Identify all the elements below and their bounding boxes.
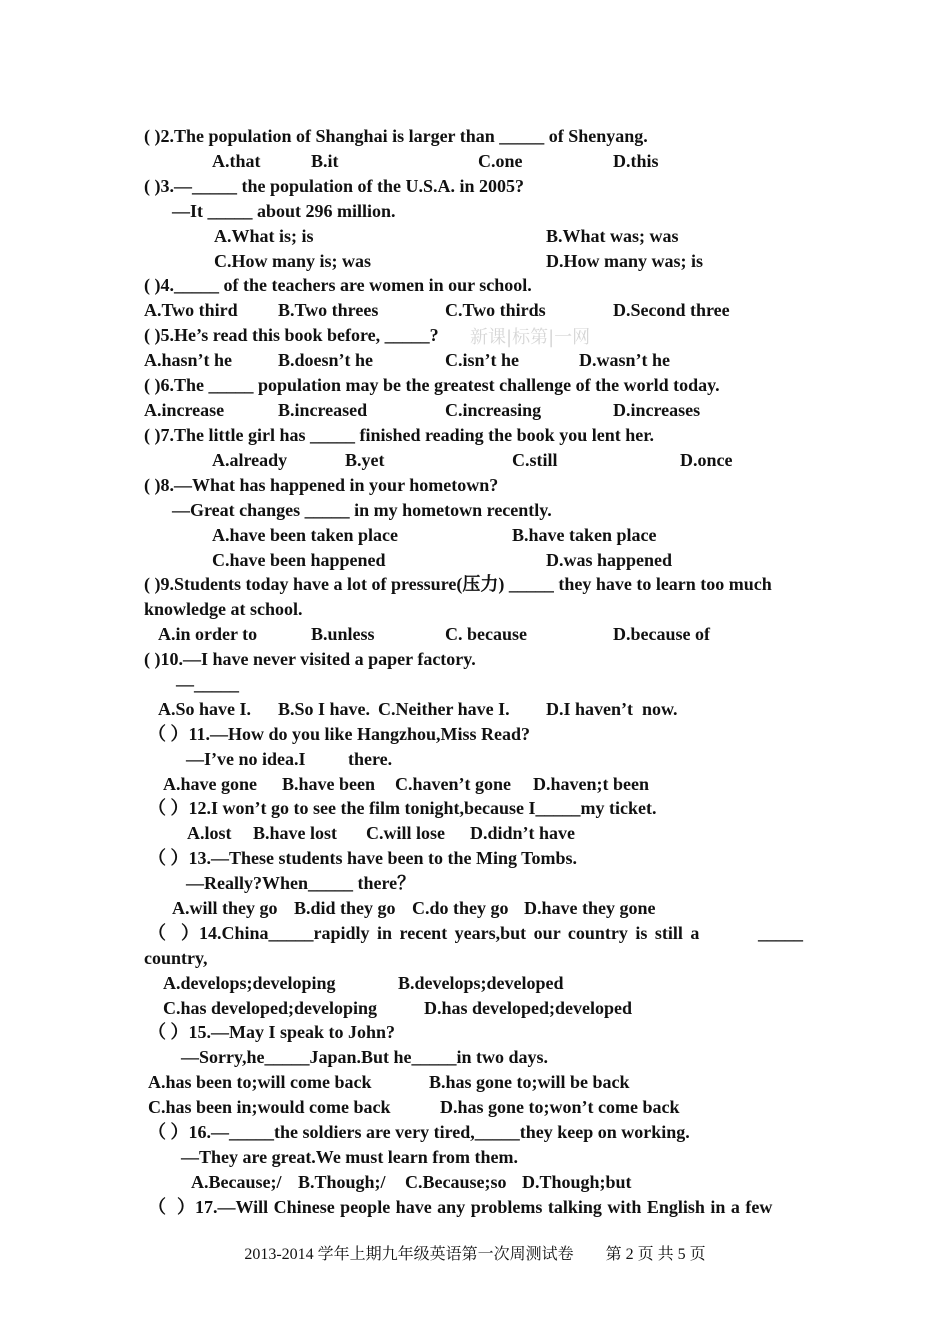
option-d: D.haven;t been [533,774,649,794]
option-c: C.How many is; was [214,251,372,271]
option-a: A.So have I. [158,699,252,719]
options-row [0,149,950,174]
question-stem: （ ）15.—May I speak to John? [148,1022,396,1042]
question-9 [0,572,950,597]
options-row [0,1170,950,1195]
question-stem-continued [0,597,950,622]
option-d: D.was happened [546,550,673,570]
option-c: C.do they go [412,898,509,918]
option-d: D.Second three [613,300,730,320]
question-15 [0,1020,950,1045]
option-d: D.Though;but [522,1172,632,1192]
option-a: A.in order to [158,624,258,644]
question-7 [0,423,950,448]
option-d: D.because of [613,624,710,644]
option-b: B.What was; was [546,226,679,246]
question-13 [0,846,950,871]
question-stem: ( )5.He’s read this book before, _____? [144,325,439,345]
option-a: A.that [212,151,261,171]
options-row [0,1095,950,1120]
option-c: C.still [512,450,558,470]
option-a: A.has been to;will come back [148,1072,372,1092]
option-b: B.increased [278,400,368,420]
question-stem: （ ）16.—_____the soldiers are very tired,_____they keep on working. [148,1122,690,1142]
option-d: D.didn’t have [470,823,576,843]
option-c: C.will lose [366,823,445,843]
option-b: B.unless [311,624,375,644]
dialogue-reply: —They are great.We must learn from them. [181,1147,518,1167]
question-stem: （ ）11.—How do you like Hangzhou,Miss Read? [148,724,531,744]
options-row [0,548,950,573]
watermark: 新课|标第|一网 [470,327,591,348]
dialogue-line [0,871,950,896]
question-6 [0,373,950,398]
option-d: D.has developed;developed [424,998,633,1018]
options-row [0,996,950,1021]
question-stem: （ ）14.China_____rapidly in recent years,but our country is still a [148,923,700,943]
option-d: D.increases [613,400,701,420]
option-d: D.this [613,151,659,171]
option-a: A.develops;developing [163,973,336,993]
options-row [0,821,950,846]
question-3 [0,174,950,199]
option-b: B.develops;developed [398,973,564,993]
options-row [0,249,950,274]
option-a: A.have gone [163,774,257,794]
question-14 [0,921,950,946]
option-b: B.Two threes [278,300,379,320]
question-4 [0,273,950,298]
option-c: C.Neither have I. [378,699,510,719]
question-stem: （ ）13.—These students have been to the Ming Tombs. [148,848,578,868]
page-footer [0,1241,950,1264]
options-row [0,348,950,373]
options-row [0,298,950,323]
options-row [0,697,950,722]
options-row [0,523,950,548]
question-stem-wrap: knowledge at school. [144,599,303,619]
dialogue-line [0,1145,950,1170]
option-c: C.has been in;would come back [148,1097,391,1117]
option-b: B.Though;/ [298,1172,386,1192]
question-2 [0,124,950,149]
options-row [0,224,950,249]
dialogue-reply: —It _____ about 296 million. [172,201,396,221]
option-c: C.Because;so [405,1172,507,1192]
question-stem: （ ）12.I won’t go to see the film tonight,because I_____my ticket. [148,798,657,818]
option-a: A.have been taken place [212,525,398,545]
dialogue-line [0,747,950,772]
question-stem: ( )3.—_____ the population of the U.S.A. in 2005? [144,176,525,196]
option-c: C.has developed;developing [163,998,378,1018]
options-row [0,772,950,797]
question-stem: ( )6.The _____ population may be the greatest challenge of the world today. [144,375,720,395]
option-c: C. because [445,624,527,644]
question-stem: ( )9.Students today have a lot of pressure(压力) _____ they have to learn too much [144,574,772,594]
option-d: D.How many was; is [546,251,704,271]
option-b: B.doesn’t he [278,350,374,370]
option-b: B.did they go [294,898,396,918]
option-b: B.yet [345,450,385,470]
option-b: B.have lost [253,823,338,843]
option-c: C.increasing [445,400,542,420]
option-b: B.has gone to;will be back [429,1072,630,1092]
question-12 [0,796,950,821]
option-d: D.once [680,450,733,470]
option-b: B.So I have. [278,699,371,719]
question-16 [0,1120,950,1145]
option-d: D.wasn’t he [579,350,671,370]
question-stem: ( )7.The little girl has _____ finished reading the book you lent her. [144,425,655,445]
option-a: A.already [212,450,288,470]
option-c: C.have been happened [212,550,386,570]
question-blank: _____ [758,923,803,943]
question-stem: ( )8.—What has happened in your hometown? [144,475,499,495]
dialogue-line [0,1045,950,1070]
question-stem: ( )2.The population of Shanghai is larger than _____ of Shenyang. [144,126,648,146]
option-b: B.have been [282,774,376,794]
question-17 [0,1195,950,1220]
options-row [0,1070,950,1095]
question-stem: ( )4._____ of the teachers are women in our school. [144,275,532,295]
dialogue-line [0,672,950,697]
options-row [0,448,950,473]
dialogue-line [0,199,950,224]
option-d: D.I haven’t now. [546,699,678,719]
option-b: B.it [311,151,339,171]
dialogue-reply: —I’ve no idea.I [186,749,306,769]
question-stem-continued [0,946,950,971]
option-a: A.will they go [172,898,278,918]
question-stem-wrap: country, [144,948,208,968]
option-b: B.have taken place [512,525,657,545]
question-11 [0,722,950,747]
options-row [0,971,950,996]
option-a: A.Because;/ [191,1172,282,1192]
option-c: C.one [478,151,523,171]
dialogue-reply-end: there. [348,749,393,769]
dialogue-line [0,498,950,523]
option-a: A.What is; is [214,226,314,246]
dialogue-reply: —Sorry,he_____Japan.But he_____in two days. [181,1047,549,1067]
question-stem: ( )10.—I have never visited a paper factory. [144,649,476,669]
dialogue-reply: —_____ [176,674,239,694]
option-a: A.Two third [144,300,238,320]
options-row [0,622,950,647]
question-10 [0,647,950,672]
option-a: A.hasn’t he [144,350,233,370]
dialogue-reply: —Great changes _____ in my hometown recently. [172,500,552,520]
option-c: C.isn’t he [445,350,520,370]
option-d: D.have they gone [524,898,656,918]
dialogue-reply: —Really?When_____ there？ [186,873,416,893]
options-row [0,896,950,921]
footer-title: 2013-2014 学年上期九年级英语第一次周测试卷 [244,1246,574,1263]
option-c: C.haven’t gone [395,774,511,794]
question-8 [0,473,950,498]
question-stem: （ ）17.—Will Chinese people have any problems talking with English in a few [148,1197,773,1217]
option-a: A.lost [187,823,232,843]
option-a: A.increase [144,400,225,420]
option-d: D.has gone to;won’t come back [440,1097,680,1117]
footer-page-number: 第 2 页 共 5 页 [605,1246,706,1263]
option-c: C.Two thirds [445,300,546,320]
options-row [0,398,950,423]
